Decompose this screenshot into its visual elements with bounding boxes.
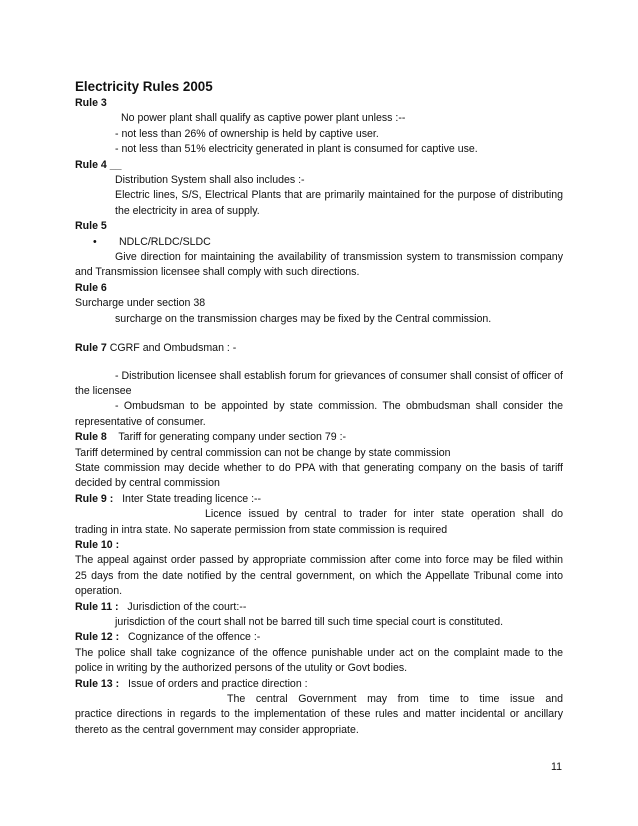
rule-5 [75,219,563,281]
rule-4-detail: Electric lines, S/S, Electrical Plants that are primarily maintained for the purpose of distributing the electricity in area of supply. [115,189,563,217]
rule-3-condition-1: - not less than 26% of ownership is held by captive user. [115,127,379,140]
rule-13-heading-line [75,677,563,692]
page-number: 11 [551,761,562,773]
rule-11-text: jurisdiction of the court shall not be barred till such time special court is constituted. [115,616,504,628]
rule-8-heading: Rule 8 [75,431,107,444]
rule-6-text: surcharge on the transmission charges may be fixed by the Central commission. [115,312,492,325]
spacer [75,327,563,341]
rule-11 [75,600,563,631]
bullet-icon: • [93,235,97,248]
rule-13-title: Issue of orders and practice direction : [128,677,308,690]
rule-9-text-2: trading in intra state. No saperate permission from state commission is required [75,523,448,536]
rule-5-item: NDLC/RLDC/SLDC [119,235,211,248]
rule-9-heading-line [75,492,563,507]
rule-7-title: CGRF and Ombudsman : - [109,342,237,355]
rule-4-text: Distribution System shall also includes :- [115,174,305,187]
rule-6 [75,281,563,327]
rule-11-heading-line [75,600,563,615]
rule-12-heading-line [75,630,563,645]
rule-7-point-1: - Distribution licensee shall establish forum for grievances of consumer shall consist of officer of the licensee [75,369,563,397]
rule-10-text: The appeal against order passed by appropriate commission after come into force may be filed within 25 days from the date notified by the central government, on which the Appellate Tribunal come into operation. [75,554,563,598]
rule-10-heading: Rule 10 : [75,538,120,551]
rule-7-heading: Rule 7 [75,342,107,355]
rule-8-title: Tariff for generating company under section 79 :- [118,431,347,444]
rule-5-text: Give direction for maintaining the availability of transmission system to transmission company and Transmission licensee shall comply with such directions. [75,251,563,279]
spacer [75,357,563,369]
rule-13-heading: Rule 13 : [75,677,120,690]
rule-9-text-1: Licence issued by central to trader for inter state operation shall do [205,508,563,521]
rule-8-heading-line [75,430,563,445]
rule-8-text-2: State commission may decide whether to do PPA with that generating company on the basis of tariff decided by central commission [75,461,563,490]
rule-8-text-1: Tariff determined by central commission can not be change by state commission [75,446,451,459]
rule-12-title: Cognizance of the offence :- [128,631,261,644]
rule-13-text-1: The central Government may from time to time issue and [227,693,563,706]
rule-3 [75,96,563,158]
rule-11-heading: Rule 11 : [75,600,119,613]
rule-3-heading: Rule 3 [75,97,107,109]
rule-7-heading-line [75,341,563,356]
rule-13 [75,677,563,739]
rule-7-point-2: - Ombudsman to be appointed by state commission. The obmbudsman shall consider the representative of consumer. [75,400,563,428]
rule-9-heading: Rule 9 : [75,492,114,505]
rule-8 [75,430,563,492]
document-title: Electricity Rules 2005 [75,79,213,94]
rule-5-bullet-item [75,235,563,250]
rule-12 [75,630,563,676]
rule-3-text: No power plant shall qualify as captive power plant unless :-- [121,112,406,125]
rule-4 [75,158,563,220]
rule-10 [75,538,563,600]
rule-5-heading: Rule 5 [75,220,107,233]
rule-7 [75,341,563,430]
rule-12-text: The police shall take cognizance of the offence punishable under act on the complaint made to the police in writing by the authorized persons of the utulity or Govt bodies. [75,646,563,675]
rule-4-heading: Rule 4 __ [75,158,122,171]
rule-12-heading: Rule 12 : [75,631,120,644]
rule-9-title: Inter State treading licence :-- [122,492,262,505]
rule-11-title: Jurisdiction of the court:-- [127,600,247,613]
document-page [75,78,563,738]
rule-13-text-2: practice directions in regards to the implementation of these rules and matter incidental or ancillary thereto as the central government may consider appropriate. [75,708,563,736]
rule-6-subhead: Surcharge under section 38 [75,297,206,310]
rule-3-condition-2: - not less than 51% electricity generated in plant is consumed for captive use. [115,143,478,156]
rule-6-heading: Rule 6 [75,281,107,294]
rule-9 [75,492,563,538]
